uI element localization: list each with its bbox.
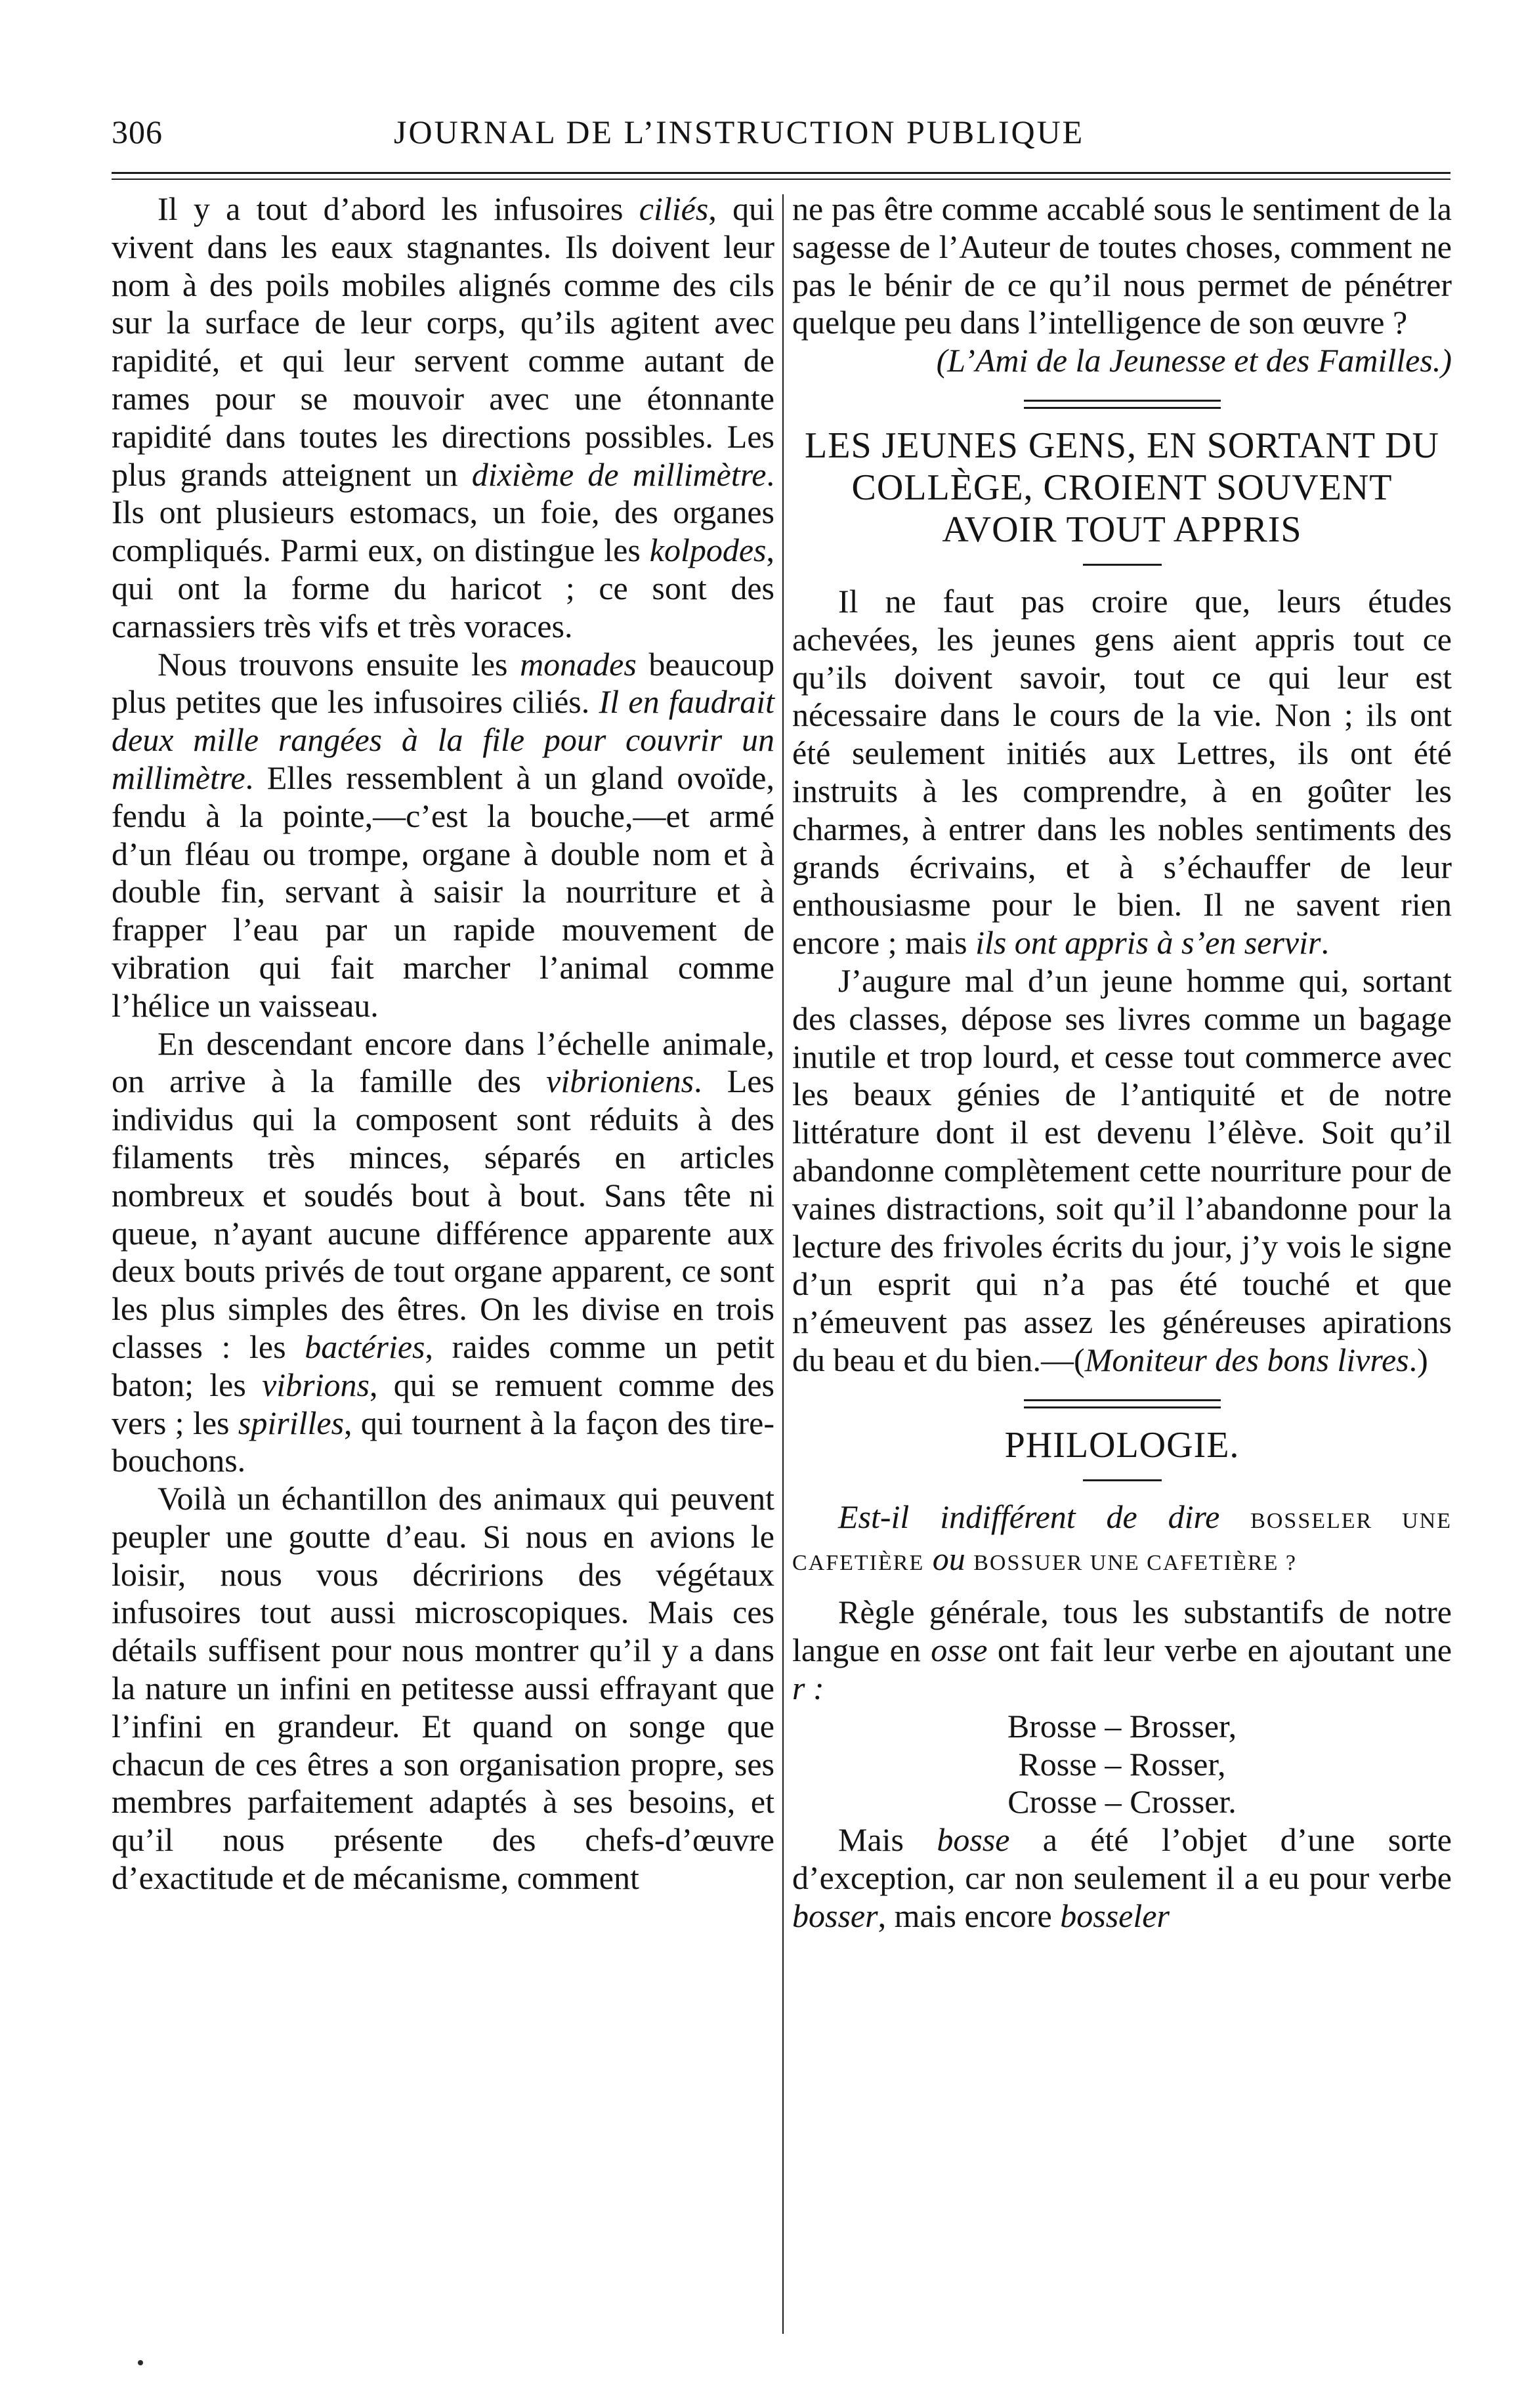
italic-phrase: ils ont appris à s’en servir [975,924,1321,961]
section-separator [1024,400,1221,409]
page-header [112,110,1450,169]
source-citation [792,342,1452,380]
paragraph-etudes [792,583,1452,962]
italic-term: osse [931,1632,988,1669]
section-heading-philologie: PHILOLOGIE. [1004,1424,1240,1466]
heading-rule [1083,564,1162,566]
separator-line [1024,1399,1221,1401]
paragraph-infusoires-cilies [112,190,774,646]
italic-term: bosse [937,1821,1010,1859]
paragraph-continuation: ne pas être comme accablé sous le sentiment de la sagesse de l’Auteur de toutes choses, comment ne pas le bénir de ce qu’il nous permet de pénétrer quelque peu dans l’intelligence de son œuvre ? [792,190,1452,341]
section-separator [1024,1399,1221,1408]
text-run: , qui ont la forme du haricot ; ce sont des carnassiers très vifs et très voraces. [112,532,774,644]
italic-term: ou [932,1540,965,1577]
small-caps-term: BOSSELER UNE CAFETIÈRE [792,1508,1452,1575]
text-run: Nous trouvons ensuite les [158,645,520,683]
example-line: Crosse – Crosser. [1007,1783,1237,1821]
italic-term: bactéries [305,1328,425,1365]
italic-phrase: Il en faudrait deux mille rangées à la file pour couvrir un millimètre [112,683,774,796]
italic-term: r : [792,1669,824,1706]
italic-term: dixième de millimètre [471,455,767,493]
left-column [112,190,774,1897]
right-column [792,190,1452,1935]
italic-term: ciliés [639,190,709,227]
text-run: , qui se remuent comme des vers ; les [112,1366,774,1441]
paragraph-echantillon: Voilà un échantillon des animaux qui peuvent peupler une goutte d’eau. Si nous en avions le loisir, nous vous décririons des végétaux infusoires tout aussi microscopiques. Mais ces détails suffisent pour nous montrer qu’il y a dans la nature un infini en petitesse aussi effrayant que l’infini en grandeur. Et quand on songe que chacun de ces êtres a son organisation propre, ses membres parfaitement adaptés à ses besoins, et qu’il nous présente des chefs-d’œuvre d’exactitude et de mécanisme, comment [112,1480,774,1897]
text-run: beaucoup plus petites que les infusoires ciliés. [112,645,775,721]
italic-term: bosser [792,1897,878,1934]
small-caps-term: BOSSUER UNE CAFETIÈRE ? [973,1550,1297,1575]
italic-term: spirilles [238,1404,345,1441]
text-run: , raides comme un petit baton; les [112,1328,775,1403]
running-title: JOURNAL DE L’INSTRUCTION PUBLIQUE [394,114,1085,150]
text-run: Règle générale, tous les substantifs de notre langue en [792,1594,1452,1669]
heading-rule [1083,1479,1162,1481]
paragraph-regle [792,1594,1452,1707]
ink-speck [138,2360,143,2365]
source-text: (L’Ami de la Jeunesse et des Familles.) [936,342,1452,379]
italic-term: bosseler [1060,1897,1170,1934]
separator-line [1024,407,1221,409]
italic-phrase: Est-il indifférent de dire [838,1498,1220,1535]
text-run: En descendant encore dans l’échelle animale, on arrive à la famille des [112,1024,774,1100]
paragraph-vibrioniens [112,1025,774,1481]
text-run: , mais encore [878,1897,1061,1934]
example-line: Brosse – Brosser, [1007,1707,1237,1744]
text-run: . Ils ont plusieurs estomacs, un foie, des organes compliqués. Parmi eux, on distingue les [112,455,775,569]
philology-question [792,1498,1452,1582]
section-heading-jeunes-gens: LES JEUNES GENS, EN SORTANT DU COLLÈGE, CROIENT SOUVENT AVOIR TOUT APPRIS [805,425,1439,550]
text-run: .) [1408,1341,1428,1378]
separator-line [1024,1406,1221,1408]
text-run: Il ne faut pas croire que, leurs études achevées, les jeunes gens aient appris tout ce qu’ils doivent savoir, tout ce qui leur est nécessaire dans le cours de la vie. Non ; ils ont été seulement initiés aux Lettres, ils ont été instruits à les comprendre, à en goûter les charmes, à entrer dans les nobles sentiments des grands écrivains, et à s’échauffer de leur enthousiasme pour le bien. Il ne savent rien encore ; mais [792,582,1452,961]
column-divider [782,194,784,2334]
paragraph-monades [112,646,774,1025]
text-run: J’augure mal d’un jeune homme qui, sortant des classes, dépose ses livres comme un bagage inutile et trop lourd, et cesse tout commerce avec les beaux génies de l’antiquité et de notre littérature dont il est devenu l’élève. Soit qu’il abandonne complètement cette nourriture pour de vaines distractions, soit qu’il l’abandonne pour la lecture des frivoles écrits du jour, j’y vois le signe d’un esprit qui n’a pas été touché et que n’émeuvent pas assez les généreuses apirations du beau et du bien.—( [792,961,1452,1378]
example-line: Rosse – Rosser, [1018,1745,1226,1783]
text-run: , qui tournent à la façon des tire-bouchons. [112,1404,775,1479]
italic-term: monades [520,645,637,683]
text-run: . [1321,924,1329,961]
text-run: , qui vivent dans les eaux stagnantes. Ils doivent leur nom à des poils mobiles alignés comme des cils sur la surface de leur corps, qu’ils agitent avec rapidité, et qui leur servent comme autant de rames pour se mouvoir avec une étonnante rapidité dans toutes les directions possibles. Les plus grands atteignent un [112,190,774,493]
separator-line [1024,400,1221,402]
page-number: 306 [112,114,163,150]
text-run: Il y a tout d’abord les infusoires [158,190,639,227]
italic-term: vibrions [262,1366,370,1403]
paragraph-bosse [792,1821,1452,1935]
italic-term: vibrioniens [546,1063,694,1100]
text-run: . Elles ressemblent à un gland ovoïde, fendu à la pointe,—c’est la bouche,—et armé d’un fléau ou trompe, organe à double nom et à double fin, servant à saisir la nourriture et à frapper l’eau par un rapide mouvement de vibration qui fait marcher l’animal comme l’hélice un vaisseau. [112,759,774,1024]
text-run: ont fait leur verbe en ajoutant une [987,1632,1452,1669]
source-text: Moniteur des bons livres [1084,1341,1409,1378]
text-run: Mais [838,1821,937,1859]
italic-term: kolpodes [649,532,767,569]
paragraph-augure [792,962,1452,1380]
header-rule [112,172,1450,174]
text-run: . Les individus qui la composent sont réduits à des filaments très minces, séparés en articles nombreux et soudés bout à bout. Sans tête ni queue, n’ayant aucune différence apparente aux deux bouts privés de tout organe apparent, ce sont les plus simples des êtres. On les divise en trois classes : les [112,1063,774,1365]
text-run: a été l’objet d’une sorte d’exception, car non seulement il a eu pour verbe [792,1821,1452,1896]
header-rule-secondary [112,179,1450,180]
